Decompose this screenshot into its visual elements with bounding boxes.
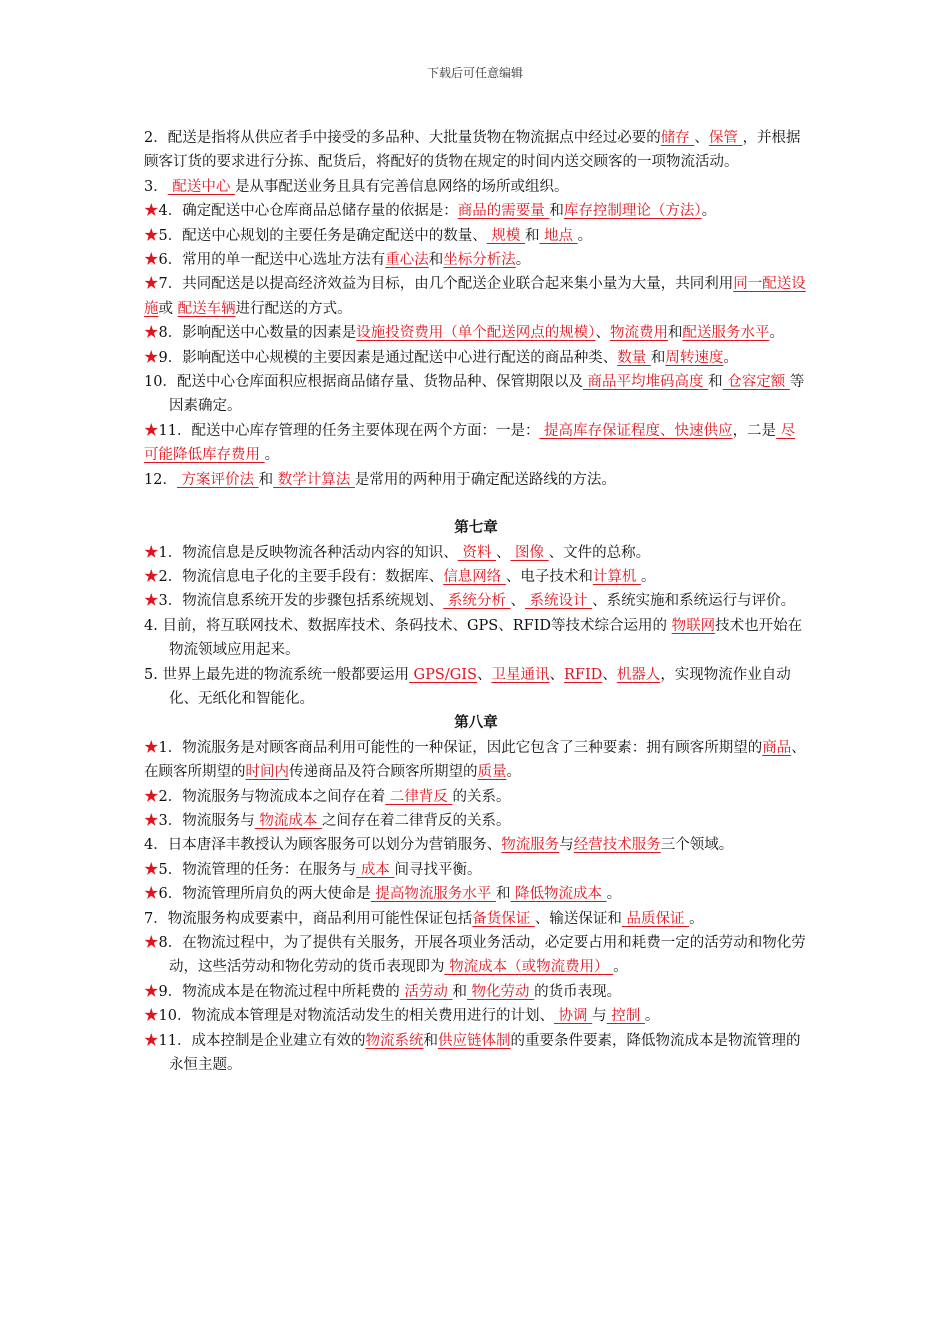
- question-text: 或: [158, 300, 178, 317]
- answer-blank: 商品的需要量: [457, 203, 550, 220]
- question-text: 5．配送中心规划的主要任务是确定配送中的数量、: [158, 227, 487, 244]
- star-icon: ★: [144, 886, 159, 903]
- star-icon: ★: [144, 593, 159, 610]
- question-text: 12．: [144, 471, 177, 488]
- question-text: 10．配送中心仓库面积应根据商品储存量、货物品种、保管期限以及: [144, 374, 583, 391]
- star-icon: ★: [144, 422, 159, 439]
- question-text: 、: [476, 666, 492, 683]
- answer-blank: GPS/GIS: [408, 666, 477, 683]
- answer-blank: 质量: [477, 764, 507, 781]
- question-text: 5．物流管理的任务：在服务与: [158, 861, 357, 878]
- question-text: 的货币表现。: [534, 983, 622, 1000]
- question-text: 6．常用的单一配送中心选址方法有: [158, 252, 386, 269]
- answer-blank: 物流成本（或物流费用）: [444, 959, 614, 976]
- question-text: 是常用的两种用于确定配送路线的方法。: [354, 471, 616, 488]
- question-item: [144, 907, 808, 931]
- answer-blank: 周转速度: [665, 349, 724, 366]
- star-icon: ★: [144, 544, 159, 561]
- answer-blank: 坐标分析法: [443, 252, 516, 269]
- answer-blank: 成本: [356, 861, 395, 878]
- answer-blank: 信息网络: [443, 568, 506, 585]
- answer-blank: 时间内: [245, 764, 289, 781]
- question-text: 、电子技术和: [505, 568, 593, 585]
- question-text: 4．日本唐泽丰教授认为顾客服务可以划分为营销服务、: [144, 837, 502, 854]
- answer-blank: 协调: [553, 1008, 593, 1025]
- question-text: 2．物流信息电子化的主要手段有：数据库、: [158, 568, 444, 585]
- answer-blank: 经营技术服务: [573, 837, 661, 854]
- question-text: 1．物流信息是反映物流各种活动内容的知识、: [158, 544, 458, 561]
- star-icon: ★: [144, 788, 159, 805]
- answer-blank: 配送中心: [167, 178, 235, 195]
- answer-blank: 物化劳动: [466, 983, 535, 1000]
- answer-blank: 物流费用: [609, 325, 668, 342]
- question-item: [144, 541, 808, 565]
- question-text: 。: [701, 203, 717, 220]
- question-text: 和: [650, 349, 666, 366]
- question-text: 之间存在着二律背反的关系。: [321, 812, 511, 829]
- question-text: 、文件的总称。: [548, 544, 651, 561]
- answer-blank: 仓容定额: [722, 374, 790, 391]
- question-item: [144, 833, 808, 857]
- question-item: [144, 175, 808, 199]
- question-text: 7．物流服务构成要素中，商品利用可能性保证包括: [144, 910, 473, 927]
- star-icon: ★: [144, 276, 159, 293]
- question-text: 传递商品及符合顾客所期望的: [289, 764, 478, 781]
- answer-blank: 重心法: [385, 252, 429, 269]
- question-item: [144, 126, 808, 175]
- answer-blank: 库存控制理论（方法）: [563, 203, 702, 220]
- question-text: 8．影响配送中心数量的因素是: [158, 325, 357, 342]
- question-item: [144, 1004, 808, 1028]
- answer-blank: 卫星通讯: [491, 666, 550, 683]
- question-text: 进行配送的方式。: [235, 300, 352, 317]
- question-item: [144, 419, 808, 468]
- question-text: 。: [689, 910, 704, 927]
- star-icon: ★: [144, 568, 159, 585]
- question-text: 、输送保证和: [534, 910, 622, 927]
- star-icon: ★: [144, 812, 159, 829]
- question-text: 2．配送是指将从供应者手中接受的多品种、大批量货物在物流据点中经过必要的: [144, 130, 661, 146]
- answer-blank: 提高库存保证程度、快速供应: [539, 422, 733, 439]
- question-text: 3．物流信息系统开发的步骤包括系统规划、: [158, 593, 444, 610]
- question-text: 。: [613, 959, 628, 976]
- answer-blank: 数学计算法: [273, 471, 355, 488]
- question-text: 和: [423, 1032, 438, 1049]
- question-item: [144, 370, 808, 419]
- answer-blank: RFID: [563, 666, 603, 683]
- star-icon: ★: [144, 325, 159, 342]
- answer-blank: 方案评价法: [176, 471, 259, 488]
- question-text: 和: [495, 886, 511, 903]
- question-item: [144, 565, 808, 589]
- star-icon: ★: [144, 1008, 159, 1025]
- answer-blank: 品质保证: [621, 910, 690, 927]
- star-icon: ★: [144, 227, 159, 244]
- answer-blank: 物流成本: [254, 812, 322, 829]
- document-body: [144, 126, 808, 1077]
- answer-blank: 二律背反: [385, 788, 453, 805]
- question-item: [144, 931, 808, 980]
- question-text: 、: [510, 593, 525, 610]
- star-icon: ★: [144, 935, 159, 951]
- star-icon: ★: [144, 861, 159, 878]
- question-text: 和: [258, 471, 274, 488]
- question-text: 。: [640, 568, 656, 585]
- question-text: 9．影响配送中心规模的主要因素是通过配送中心进行配送的商品种类、: [158, 349, 618, 366]
- question-text: 的关系。: [452, 788, 511, 805]
- question-text: 间寻找平衡。: [394, 861, 482, 878]
- question-text: 和: [708, 374, 723, 391]
- question-text: 4．确定配送中心仓库商品总储存量的依据是：: [158, 203, 458, 220]
- question-text: 1．物流服务是对顾客商品利用可能性的一种保证，因此它包含了三种要素：拥有顾客所期望的: [158, 739, 763, 756]
- question-text: ，实现物流作业自动化、无纸化和智能化。: [169, 666, 791, 707]
- question-text: 3．物流服务与: [158, 812, 255, 829]
- answer-blank: 同一配送设施: [144, 276, 806, 317]
- answer-blank: 物联网: [671, 617, 716, 634]
- star-icon: ★: [144, 203, 159, 220]
- question-item: [144, 199, 808, 223]
- star-icon: ★: [144, 252, 159, 269]
- question-item: [144, 614, 808, 663]
- answer-blank: 计算机: [592, 568, 641, 585]
- question-text: 、: [595, 325, 610, 342]
- question-text: 。: [264, 447, 280, 464]
- answer-blank: 备货保证: [472, 910, 535, 927]
- answer-blank: 活劳动: [399, 983, 453, 1000]
- answer-blank: 设施投资费用（单个配送网点的规模）: [356, 325, 596, 342]
- answer-blank: 系统分析: [443, 593, 511, 610]
- question-text: 三个领域。: [660, 837, 734, 854]
- question-text: 5. 世界上最先进的物流系统一般都要运用: [144, 666, 409, 683]
- question-text: 3．: [144, 178, 168, 195]
- question-text: 、: [495, 544, 511, 561]
- page-header: 下载后可任意编辑: [426, 66, 523, 80]
- question-item: [144, 346, 808, 370]
- question-text: 、: [602, 666, 617, 683]
- question-text: 。: [606, 886, 622, 903]
- question-text: 和: [428, 252, 444, 269]
- question-text: 2．物流服务与物流成本之间存在着: [158, 788, 386, 805]
- question-text: 技术也开始在物流领域应用起来。: [169, 617, 803, 659]
- question-text: 是从事配送业务且具有完善信息网络的场所或组织。: [234, 178, 569, 195]
- answer-blank: 供应链体制: [437, 1032, 511, 1049]
- question-text: 。: [644, 1008, 660, 1025]
- question-text: 。: [769, 325, 784, 342]
- chapter-heading: 第八章: [454, 714, 498, 732]
- answer-blank: 数量: [617, 349, 651, 366]
- question-text: 9．物流成本是在物流过程中所耗费的: [158, 983, 400, 1000]
- question-text: 和: [452, 983, 467, 1000]
- answer-blank: 保管: [708, 130, 743, 146]
- question-item: [144, 858, 808, 882]
- question-text: 、系统实施和系统运行与评价。: [592, 593, 796, 610]
- question-text: 的重要条件要素，降低物流成本是物流管理的永恒主题。: [169, 1032, 801, 1074]
- star-icon: ★: [144, 983, 159, 1000]
- question-text: 和: [524, 227, 540, 244]
- star-icon: ★: [144, 739, 159, 756]
- question-text: 。: [515, 252, 531, 269]
- answer-blank: 储存: [660, 130, 695, 146]
- question-text: 8．在物流过程中，为了提供有关服务，开展各项业务活动，必定要占用和耗费一定的活劳动和物化劳动，这些活劳动和物化劳动的货币表现即为: [158, 935, 806, 976]
- question-item: [144, 224, 808, 248]
- question-text: 4. 目前，将互联网技术、数据库技术、条码技术、GPS、RFID等技术综合运用的: [144, 617, 672, 634]
- question-item: [144, 663, 808, 712]
- question-item: [144, 272, 808, 321]
- question-item: [144, 882, 808, 906]
- question-text: ，并根据顾客订货的要求进行分拣、配货后，将配好的货物在规定的时间内送交顾客的一项物流活动。: [144, 130, 801, 171]
- question-text: 和: [667, 325, 683, 342]
- answer-blank: 商品平均堆码高度: [582, 374, 709, 391]
- question-item: [144, 980, 808, 1004]
- question-text: 7．共同配送是以提高经济效益为目标，由几个配送企业联合起来集小量为大量，共同利用: [158, 276, 734, 293]
- answer-blank: 物流系统: [365, 1032, 424, 1049]
- answer-blank: 降低物流成本: [510, 886, 607, 903]
- question-text: 、: [549, 666, 564, 683]
- answer-blank: 规模: [486, 227, 525, 244]
- question-text: ，二是: [732, 422, 777, 439]
- question-text: 与: [559, 837, 574, 854]
- question-item: [144, 468, 808, 492]
- answer-blank: 地点: [539, 227, 578, 244]
- question-text: 和: [549, 203, 564, 220]
- answer-blank: 提高物流服务水平: [370, 886, 496, 903]
- star-icon: ★: [144, 349, 159, 366]
- question-item: [144, 809, 808, 833]
- answer-blank: 配送车辆: [177, 300, 236, 317]
- question-item: [144, 1029, 808, 1078]
- answer-blank: 系统设计: [524, 593, 593, 610]
- question-text: 10．物流成本管理是对物流活动发生的相关费用进行的计划、: [158, 1008, 554, 1025]
- star-icon: ★: [144, 1032, 159, 1049]
- answer-blank: 机器人: [616, 666, 661, 683]
- answer-blank: 商品: [762, 739, 792, 756]
- question-text: 、在顾客所期望的: [144, 739, 806, 781]
- answer-blank: 配送服务水平: [682, 325, 770, 342]
- chapter-heading: 第七章: [454, 519, 498, 537]
- question-item: [144, 785, 808, 809]
- question-text: 。: [723, 349, 738, 366]
- question-item: [144, 321, 808, 345]
- answer-blank: 物流服务: [501, 837, 560, 854]
- question-text: 11．成本控制是企业建立有效的: [158, 1032, 366, 1049]
- question-text: 11．配送中心库存管理的任务主要体现在两个方面：一是：: [158, 422, 540, 439]
- answer-blank: 资料: [457, 544, 496, 561]
- question-text: 6．物流管理所肩负的两大使命是: [158, 886, 371, 903]
- question-text: 与: [592, 1008, 607, 1025]
- answer-blank: 尽可能降低库存费用: [144, 422, 796, 464]
- answer-blank: 控制: [606, 1008, 645, 1025]
- question-item: [144, 248, 808, 272]
- question-text: 等因素确定。: [169, 374, 805, 415]
- question-item: [144, 589, 808, 613]
- question-text: 、: [694, 130, 709, 146]
- question-item: [144, 736, 808, 785]
- question-text: 。: [506, 764, 521, 781]
- question-text: 。: [577, 227, 593, 244]
- answer-blank: 图像: [510, 544, 549, 561]
